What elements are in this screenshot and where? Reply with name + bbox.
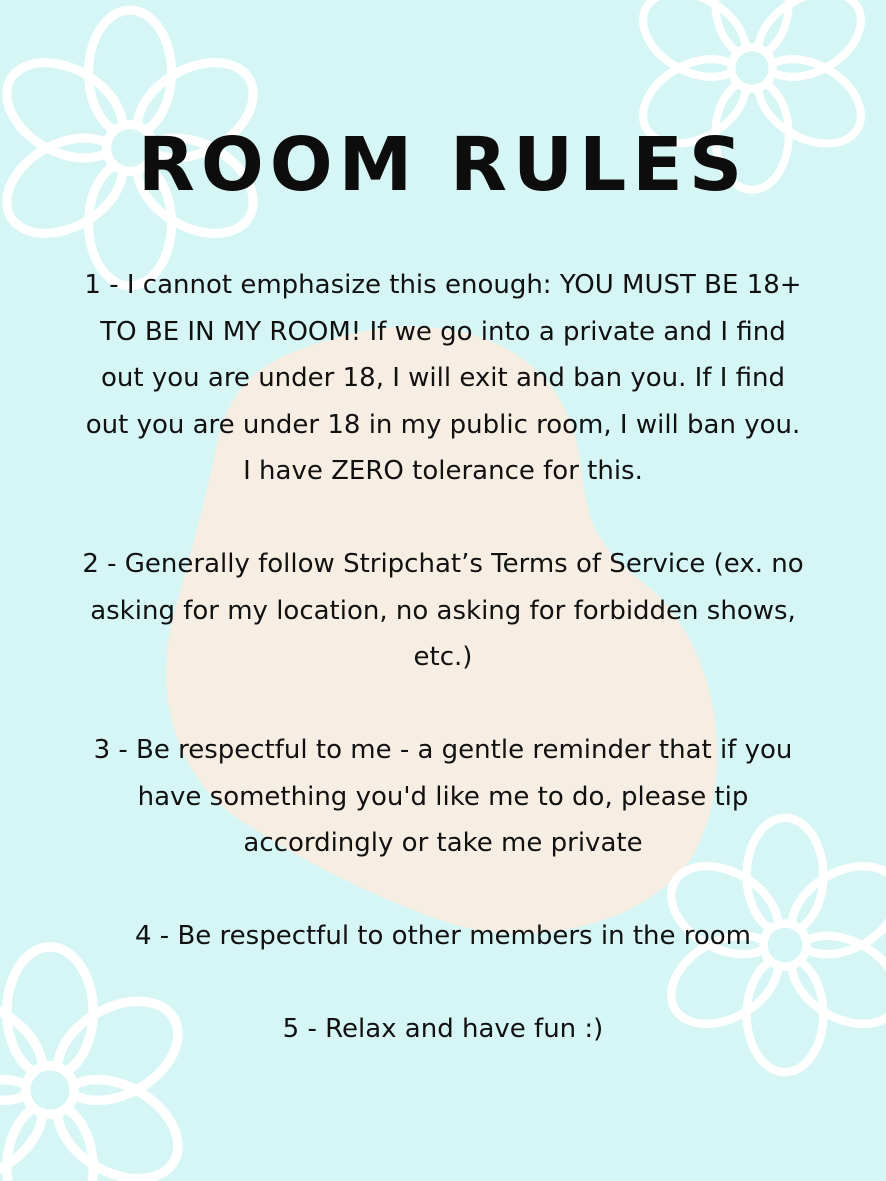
rule-item: 4 - Be respectful to other members in the room — [134, 921, 752, 951]
rule-item: 1 - I cannot emphasize this enough: YOU MUST BE 18+ TO BE IN MY ROOM! If we go into a private and I find out you are under 18, I will exit and ban you. If I find out you are under 18 in my public room, I will ban you. I have ZERO tolerance for this. — [84, 270, 802, 486]
rule-item: 5 - Relax and have fun :) — [282, 1014, 604, 1044]
rule-item: 2 - Generally follow Stripchat’s Terms of Service (ex. no asking for my location, no asking for forbidden shows, etc.) — [82, 549, 804, 672]
rule-item: 3 - Be respectful to me - a gentle reminder that if you have something you'd like me to do, please tip accordingly or take me private — [93, 735, 793, 858]
rules-list — [80, 262, 806, 1053]
page-title: ROOM RULES — [137, 122, 749, 208]
